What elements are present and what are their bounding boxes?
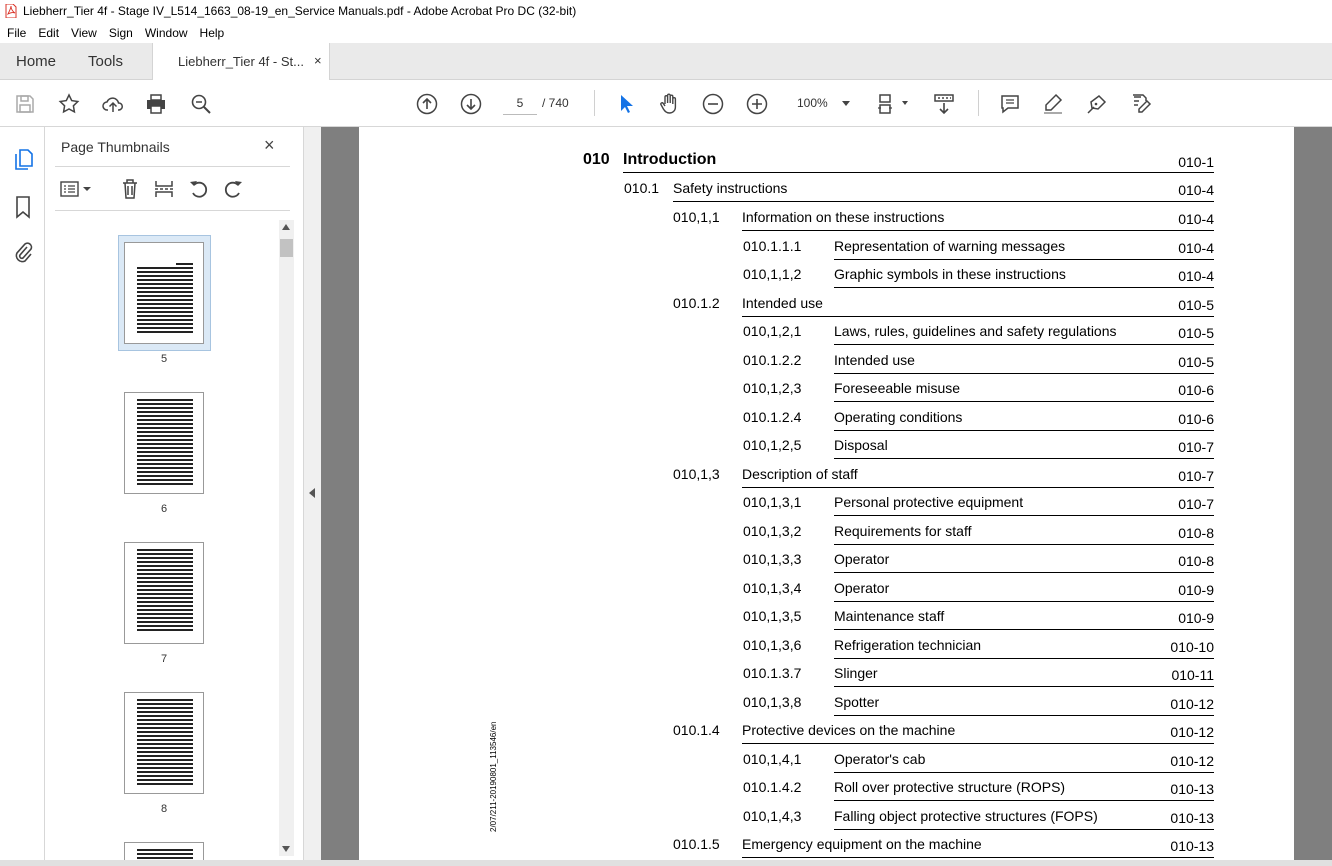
toc-page-number[interactable]: 010-7 [1178, 468, 1214, 484]
toc-rule [673, 201, 1214, 202]
title-bar [0, 0, 1332, 22]
toc-title[interactable]: Spotter [834, 694, 880, 710]
toc-rule [834, 629, 1214, 630]
divider [55, 166, 290, 167]
search-icon[interactable] [188, 91, 214, 117]
toc-rule [834, 800, 1214, 801]
toc-page-number[interactable]: 010-5 [1178, 354, 1214, 370]
toc-entry[interactable] [359, 779, 1214, 801]
toc-number: 010,1,1 [673, 209, 720, 225]
toc-page-number[interactable]: 010-12 [1170, 696, 1214, 712]
toc-number: 010,1,3,3 [743, 551, 802, 567]
toc-rule [742, 230, 1214, 231]
toc-rule [834, 515, 1214, 516]
toc-number: 010,1,2,1 [743, 323, 802, 339]
toc-rule [834, 373, 1214, 374]
toc-entry[interactable] [359, 694, 1214, 716]
zoom-select[interactable] [788, 91, 854, 115]
toc-number: 010,1,4,1 [743, 751, 802, 767]
toc-rule [834, 401, 1214, 402]
toc-page-number[interactable]: 010-11 [1171, 667, 1214, 683]
toc-entry[interactable] [359, 323, 1214, 345]
toc-title[interactable]: Requirements for staff [834, 523, 972, 539]
toc-number: 010,1,3,1 [743, 494, 802, 510]
menu-edit[interactable]: Edit [38, 25, 60, 40]
toc-rule [742, 743, 1214, 744]
next-page-icon[interactable] [458, 91, 484, 117]
save-icon[interactable] [12, 91, 38, 117]
toc-page-number[interactable]: 010-8 [1178, 525, 1214, 541]
toc-entry[interactable] [359, 580, 1214, 602]
scroll-mode-icon[interactable] [931, 91, 957, 117]
scroll-down-icon[interactable] [282, 846, 290, 852]
scroll-up-icon[interactable] [282, 224, 290, 230]
hand-tool-icon[interactable] [656, 91, 682, 117]
chevron-down-icon [842, 101, 850, 106]
toc-page-number[interactable]: 010-6 [1178, 382, 1214, 398]
toc-number: 010,1,3,6 [743, 637, 802, 653]
toc-title[interactable]: Roll over protective structure (ROPS) [834, 779, 1066, 795]
toc-title[interactable]: Foreseeable misuse [834, 380, 961, 396]
toc-number: 010,1,3 [673, 466, 720, 482]
toc-entry[interactable] [359, 551, 1214, 573]
thumbnail-preview [137, 263, 193, 335]
toc-number: 010.1.4.2 [743, 779, 802, 795]
thumbnail-page[interactable] [124, 542, 204, 644]
toc-page-number[interactable]: 010-1 [1178, 154, 1214, 170]
highlight-pen-icon[interactable] [1040, 91, 1066, 117]
rotate-counterclockwise-icon[interactable] [187, 177, 211, 201]
toc-title[interactable]: Safety instructions [673, 180, 788, 196]
thumbnail-page[interactable] [124, 692, 204, 794]
toc-number: 010.1.1.1 [743, 238, 802, 254]
toc-page-number[interactable]: 010-7 [1178, 439, 1214, 455]
rotate-clockwise-icon[interactable] [221, 177, 245, 201]
tab-document-label: Liebherr_Tier 4f - St... [178, 54, 304, 69]
toc-rule [742, 857, 1214, 858]
toc-title[interactable]: Slinger [834, 665, 878, 681]
toc-title[interactable]: Maintenance staff [834, 608, 945, 624]
toc-entry[interactable] [359, 180, 1214, 202]
chevron-left-icon [309, 488, 315, 498]
toc-entry[interactable] [359, 238, 1214, 260]
toc-page-number[interactable]: 010-13 [1170, 781, 1214, 797]
toc-page-number[interactable]: 010-4 [1178, 240, 1214, 256]
toc-entry[interactable] [359, 295, 1214, 317]
toc-page-number[interactable]: 010-8 [1178, 553, 1214, 569]
toc-page-number[interactable]: 010-9 [1178, 610, 1214, 626]
tab-document[interactable] [152, 43, 330, 81]
toc-title[interactable]: Personal protective equipment [834, 494, 1024, 510]
thumbnail-toolbar [55, 174, 290, 204]
page-fit-icon[interactable] [876, 91, 912, 117]
toc-title[interactable]: Operator [834, 551, 890, 567]
toc-rule [834, 658, 1214, 659]
bottom-scrollbar[interactable] [0, 860, 1332, 866]
menu-view[interactable]: View [71, 25, 97, 40]
toc-rule [834, 430, 1214, 431]
print-icon[interactable] [143, 91, 169, 117]
toc-title[interactable]: Introduction [623, 151, 717, 168]
toc-entry[interactable] [359, 808, 1214, 830]
toc-entry[interactable] [359, 209, 1214, 231]
options-menu-icon[interactable] [59, 177, 93, 201]
toc-title[interactable]: Protective devices on the machine [742, 722, 956, 738]
toc-page-number[interactable]: 010-5 [1178, 325, 1214, 341]
toc-number: 010.1.2.4 [743, 409, 802, 425]
toc-page-number[interactable]: 010-12 [1170, 753, 1214, 769]
thumbnail-label: 7 [160, 653, 168, 665]
toc-page-number[interactable]: 010-7 [1178, 496, 1214, 512]
toc-number: 010 [583, 151, 610, 168]
toc-number: 010.1.4 [673, 722, 720, 738]
toc-title[interactable]: Operator [834, 580, 890, 596]
toc-entry[interactable] [359, 523, 1214, 545]
scroll-thumb[interactable] [280, 239, 293, 257]
menu-help[interactable]: Help [199, 25, 225, 40]
toc-number: 010,1,3,8 [743, 694, 802, 710]
extract-pages-icon[interactable] [152, 177, 176, 201]
toc-entry[interactable] [359, 836, 1214, 858]
toc-entry[interactable] [359, 409, 1214, 431]
zoom-in-icon[interactable] [744, 91, 770, 117]
toc-title[interactable]: Falling object protective structures (FOPS) [834, 808, 1098, 824]
toc-page-number[interactable]: 010-6 [1178, 411, 1214, 427]
toc-entry[interactable] [359, 466, 1214, 488]
toc-title[interactable]: Intended use [742, 295, 823, 311]
toc-entry[interactable] [359, 352, 1214, 374]
toc-rule [834, 601, 1214, 602]
pdf-page [359, 127, 1294, 866]
toc-title[interactable]: Representation of warning messages [834, 238, 1066, 254]
thumbnail-label: 6 [160, 503, 168, 515]
document-margin [1294, 127, 1332, 866]
toc-rule [742, 487, 1214, 488]
toc-entry[interactable] [359, 665, 1214, 687]
main-toolbar [0, 80, 1332, 127]
comment-icon[interactable] [997, 91, 1023, 117]
toc-title[interactable]: Information on these instructions [742, 209, 945, 225]
toolbar-divider [594, 90, 595, 116]
select-cursor-icon[interactable] [613, 91, 639, 117]
toc-title[interactable]: Operator's cab [834, 751, 926, 767]
sign-pen-icon[interactable] [1084, 91, 1110, 117]
zoom-out-icon[interactable] [700, 91, 726, 117]
toc-entry[interactable] [359, 494, 1214, 516]
paperclip-icon[interactable] [10, 239, 36, 265]
toc-number: 010,1,3,2 [743, 523, 802, 539]
toc-entry[interactable] [359, 151, 1214, 173]
toc-number: 010.1.3.7 [743, 665, 802, 681]
toc-number: 010,1,1,2 [743, 266, 802, 282]
pdf-app-icon [5, 4, 17, 18]
toc-number: 010,1,3,5 [743, 608, 802, 624]
menu-file[interactable]: File [7, 25, 27, 40]
toc-entry[interactable] [359, 608, 1214, 630]
window-title: Liebherr_Tier 4f - Stage IV_L514_1663_08-19_en_Service Manuals.pdf - Adobe Acrobat Pro DC (32-bit) [23, 4, 577, 18]
toc-page-number[interactable]: 010-4 [1178, 211, 1214, 227]
page-thumbnails-icon[interactable] [10, 147, 36, 173]
toc-number: 010.1.2.2 [743, 352, 802, 368]
toc-number: 010,1,4,3 [743, 808, 802, 824]
toc-rule [834, 259, 1214, 260]
toc-rule [834, 544, 1214, 545]
toc-number: 010.1 [624, 180, 660, 196]
toc-rule [834, 287, 1214, 288]
toc-rule [834, 344, 1214, 345]
toc-title[interactable]: Description of staff [742, 466, 858, 482]
edit-pdf-icon[interactable] [1128, 91, 1154, 117]
toc-entry[interactable] [359, 751, 1214, 773]
thumbnail-scrollbar[interactable] [279, 220, 294, 856]
page-number-input[interactable] [503, 91, 537, 115]
toc-page-number[interactable]: 010-13 [1170, 838, 1214, 854]
toc-page-number[interactable]: 010-4 [1178, 182, 1214, 198]
close-panel-icon[interactable]: × [264, 135, 275, 155]
toc-rule [834, 458, 1214, 459]
toc-page-number[interactable]: 010-9 [1178, 582, 1214, 598]
toc-title[interactable]: Refrigeration technician [834, 637, 982, 653]
toc-rule [834, 772, 1214, 773]
toc-page-number[interactable]: 010-4 [1178, 268, 1214, 284]
toc-entry[interactable] [359, 637, 1214, 659]
close-tab-icon[interactable]: × [314, 53, 322, 68]
tab-bar [0, 43, 1332, 80]
tab-home[interactable]: Home [16, 53, 57, 70]
toc-entry[interactable] [359, 722, 1214, 744]
toc-rule [623, 172, 1214, 173]
menu-bar [0, 22, 1332, 43]
toc-page-number[interactable]: 010-13 [1170, 810, 1214, 826]
toc-number: 010.1.5 [673, 836, 720, 852]
thumbnail-preview [137, 399, 193, 487]
tab-tools[interactable]: Tools [88, 53, 124, 70]
thumbnail-page[interactable] [124, 242, 204, 344]
toc-entry[interactable] [359, 380, 1214, 402]
toc-rule [742, 316, 1214, 317]
thumbnail-label: 8 [160, 803, 168, 815]
toc-page-number[interactable]: 010-10 [1170, 639, 1214, 655]
toc-entry[interactable] [359, 266, 1214, 288]
delete-icon[interactable] [118, 177, 142, 201]
toc-title[interactable]: Graphic symbols in these instructions [834, 266, 1066, 282]
thumbnail-label: 5 [160, 353, 168, 365]
previous-page-icon[interactable] [414, 91, 440, 117]
divider [55, 210, 290, 211]
page-total: / 740 [542, 96, 569, 110]
toc-rule [834, 686, 1214, 687]
upload-cloud-icon[interactable] [100, 91, 126, 117]
thumbnail-page[interactable] [124, 392, 204, 494]
toc-page-number[interactable]: 010-5 [1178, 297, 1214, 313]
toc-title[interactable]: Disposal [834, 437, 888, 453]
toc-number: 010,1,2,5 [743, 437, 802, 453]
toc-number: 010,1,2,3 [743, 380, 802, 396]
toolbar-divider [978, 90, 979, 116]
toc-number: 010,1,3,4 [743, 580, 802, 596]
toc-number: 010.1.2 [673, 295, 720, 311]
zoom-value: 100% [797, 96, 828, 110]
toc-title[interactable]: Operating conditions [834, 409, 963, 425]
thumbnail-preview [137, 549, 193, 633]
panel-title: Page Thumbnails [61, 139, 170, 155]
left-rail [0, 127, 45, 866]
collapse-panel-handle[interactable] [303, 127, 321, 866]
thumbnail-panel [45, 127, 303, 866]
menu-sign[interactable]: Sign [108, 25, 133, 40]
toc-rule [834, 715, 1214, 716]
bookmark-icon[interactable] [10, 194, 36, 220]
thumbnail-preview [137, 699, 193, 787]
menu-window[interactable]: Window [144, 25, 188, 40]
star-icon[interactable] [56, 91, 82, 117]
page-side-note: 2/07/211-20190801_113546/en [489, 721, 498, 832]
toc-title[interactable]: Emergency equipment on the machine [742, 836, 982, 852]
toc-entry[interactable] [359, 437, 1214, 459]
toc-title[interactable]: Laws, rules, guidelines and safety regulations [834, 323, 1117, 339]
document-view[interactable] [321, 127, 1332, 866]
toc-rule [834, 829, 1214, 830]
toc-page-number[interactable]: 010-12 [1170, 724, 1214, 740]
toc-title[interactable]: Intended use [834, 352, 915, 368]
toc-rule [834, 572, 1214, 573]
